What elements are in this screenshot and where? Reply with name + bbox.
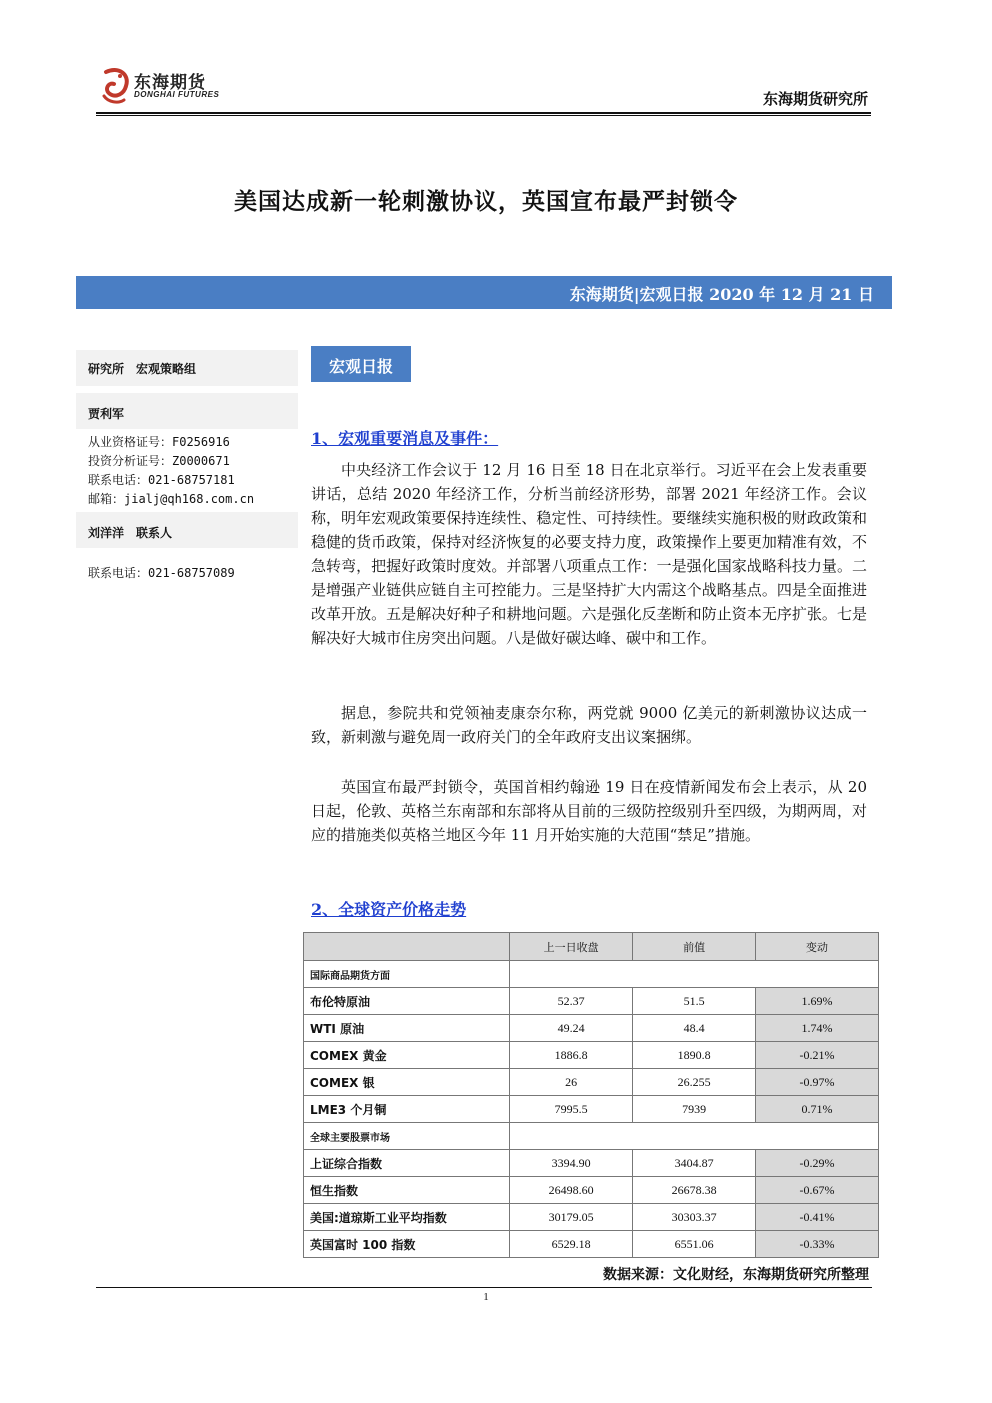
asset-name: 恒生指数 bbox=[304, 1177, 510, 1204]
table-header-row bbox=[304, 933, 879, 961]
asset-name: 美国:道琼斯工业平均指数 bbox=[304, 1204, 510, 1231]
news-paragraph: 据息，参院共和党领袖麦康奈尔称，两党就 9000 亿美元的新刺激协议达成一致，新刺激与避免周一政府关门的全年政府支出议案捆绑。 bbox=[311, 704, 867, 746]
table-header-cell: 变动 bbox=[756, 933, 879, 961]
analyst2-line: 联系电话：021-68757089 bbox=[88, 566, 235, 580]
table-row bbox=[304, 1042, 879, 1069]
analyst1-line: 投资分析证号：Z0000671 bbox=[88, 454, 230, 468]
header-divider-thin bbox=[96, 115, 871, 116]
footer-divider bbox=[96, 1287, 872, 1288]
table-row bbox=[304, 988, 879, 1015]
data-source-note: 数据来源：文化财经，东海期货研究所整理 bbox=[603, 1267, 869, 1283]
group-spacer bbox=[510, 1123, 879, 1150]
change-value: -0.29% bbox=[756, 1150, 879, 1177]
prev-value: 30303.37 bbox=[633, 1204, 756, 1231]
table-row bbox=[304, 1015, 879, 1042]
prev-value: 51.5 bbox=[633, 988, 756, 1015]
table-group-row bbox=[304, 961, 879, 988]
page-number: 1 bbox=[483, 1291, 489, 1303]
report-type-label: 宏观日报 bbox=[328, 357, 393, 376]
asset-name: WTI 原油 bbox=[304, 1015, 510, 1042]
analyst1-name: 贾利军 bbox=[88, 407, 125, 421]
prev-value: 26.255 bbox=[633, 1069, 756, 1096]
close-value: 1886.8 bbox=[510, 1042, 633, 1069]
close-value: 49.24 bbox=[510, 1015, 633, 1042]
asset-name: 布伦特原油 bbox=[304, 988, 510, 1015]
table-group-row bbox=[304, 1123, 879, 1150]
analyst1-line: 联系电话：021-68757181 bbox=[88, 473, 235, 487]
table-row bbox=[304, 1069, 879, 1096]
close-value: 26 bbox=[510, 1069, 633, 1096]
dept-label: 研究所 宏观策略组 bbox=[88, 362, 197, 376]
sidebar-dept bbox=[76, 350, 298, 386]
asset-price-table bbox=[303, 932, 879, 1258]
change-value: 1.74% bbox=[756, 1015, 879, 1042]
institute-name: 东海期货研究所 bbox=[762, 90, 868, 108]
section2-heading: 2、全球资产价格走势 bbox=[311, 900, 467, 919]
report-type-tag bbox=[311, 346, 411, 382]
analyst1-email[interactable]: 邮箱：jialj@qh168.com.cn bbox=[88, 492, 255, 506]
analyst1-header bbox=[76, 393, 298, 429]
analyst2-name: 刘洋洋 联系人 bbox=[88, 526, 173, 540]
header-divider bbox=[96, 112, 871, 114]
section1-heading: 1、宏观重要消息及事件： bbox=[311, 429, 499, 448]
logo-text-cn: 东海期货 bbox=[134, 73, 206, 93]
prev-value: 6551.06 bbox=[633, 1231, 756, 1258]
close-value: 26498.60 bbox=[510, 1177, 633, 1204]
banner-text: 东海期货|宏观日报 2020 年 12 月 21 日 bbox=[569, 285, 874, 304]
prev-value: 1890.8 bbox=[633, 1042, 756, 1069]
close-value: 30179.05 bbox=[510, 1204, 633, 1231]
table-header-cell bbox=[304, 933, 510, 961]
table-header-cell: 上一日收盘 bbox=[510, 933, 633, 961]
asset-name: 英国富时 100 指数 bbox=[304, 1231, 510, 1258]
prev-value: 3404.87 bbox=[633, 1150, 756, 1177]
group-name: 全球主要股票市场 bbox=[304, 1123, 510, 1150]
table-header-cell: 前值 bbox=[633, 933, 756, 961]
prev-value: 48.4 bbox=[633, 1015, 756, 1042]
table-row bbox=[304, 1177, 879, 1204]
prev-value: 26678.38 bbox=[633, 1177, 756, 1204]
change-value: -0.41% bbox=[756, 1204, 879, 1231]
company-logo bbox=[98, 66, 228, 108]
change-value: -0.33% bbox=[756, 1231, 879, 1258]
change-value: 0.71% bbox=[756, 1096, 879, 1123]
prev-value: 7939 bbox=[633, 1096, 756, 1123]
logo-text-en: DONGHAI FUTURES bbox=[134, 90, 220, 99]
change-value: -0.21% bbox=[756, 1042, 879, 1069]
dragon-logo-icon bbox=[98, 66, 132, 106]
group-name: 国际商品期货方面 bbox=[304, 961, 510, 988]
table-row bbox=[304, 1231, 879, 1258]
news-paragraph: 英国宣布最严封锁令，英国首相约翰逊 19 日在疫情新闻发布会上表示，从 20 日起，伦敦、英格兰东南部和东部将从目前的三级防控级别升至四级，为期两周，对应的措施类似英格兰地区今年 11 月开始实施的大范围“禁足”措施。 bbox=[311, 778, 867, 844]
change-value: -0.97% bbox=[756, 1069, 879, 1096]
group-spacer bbox=[510, 961, 879, 988]
change-value: 1.69% bbox=[756, 988, 879, 1015]
close-value: 7995.5 bbox=[510, 1096, 633, 1123]
news-paragraph: 中央经济工作会议于 12 月 16 日至 18 日在北京举行。习近平在会上发表重要讲话，总结 2020 年经济工作，分析当前经济形势，部署 2021 年经济工作。会议称，明年宏观政策要保持连续性、稳定性、可持续性。要继续实施积极的财政政策和稳健的货币政策，保持对经济恢复的必要支持力度，政策操作上要更加精准有效，不急转弯，把握好政策时度效。并部署八项重点工作：一是强化国家战略科技力量。二是增强产业链供应链自主可控能力。三是坚持扩大内需这个战略基点。四是全面推进改革开放。五是解决好种子和耕地问题。六是强化反垄断和防止资本无序扩张。七是解决好大城市住房突出问题。八是做好碳达峰、碳中和工作。 bbox=[311, 461, 867, 647]
report-banner bbox=[76, 276, 892, 309]
analyst1-line: 从业资格证号：F0256916 bbox=[88, 435, 230, 449]
close-value: 3394.90 bbox=[510, 1150, 633, 1177]
change-value: -0.67% bbox=[756, 1177, 879, 1204]
asset-name: LME3 个月铜 bbox=[304, 1096, 510, 1123]
table-row bbox=[304, 1204, 879, 1231]
asset-name: 上证综合指数 bbox=[304, 1150, 510, 1177]
analyst2-header bbox=[76, 512, 298, 548]
table-row bbox=[304, 1096, 879, 1123]
close-value: 6529.18 bbox=[510, 1231, 633, 1258]
report-title: 美国达成新一轮刺激协议，英国宣布最严封锁令 bbox=[234, 188, 738, 215]
asset-name: COMEX 黄金 bbox=[304, 1042, 510, 1069]
close-value: 52.37 bbox=[510, 988, 633, 1015]
table-row bbox=[304, 1150, 879, 1177]
asset-name: COMEX 银 bbox=[304, 1069, 510, 1096]
